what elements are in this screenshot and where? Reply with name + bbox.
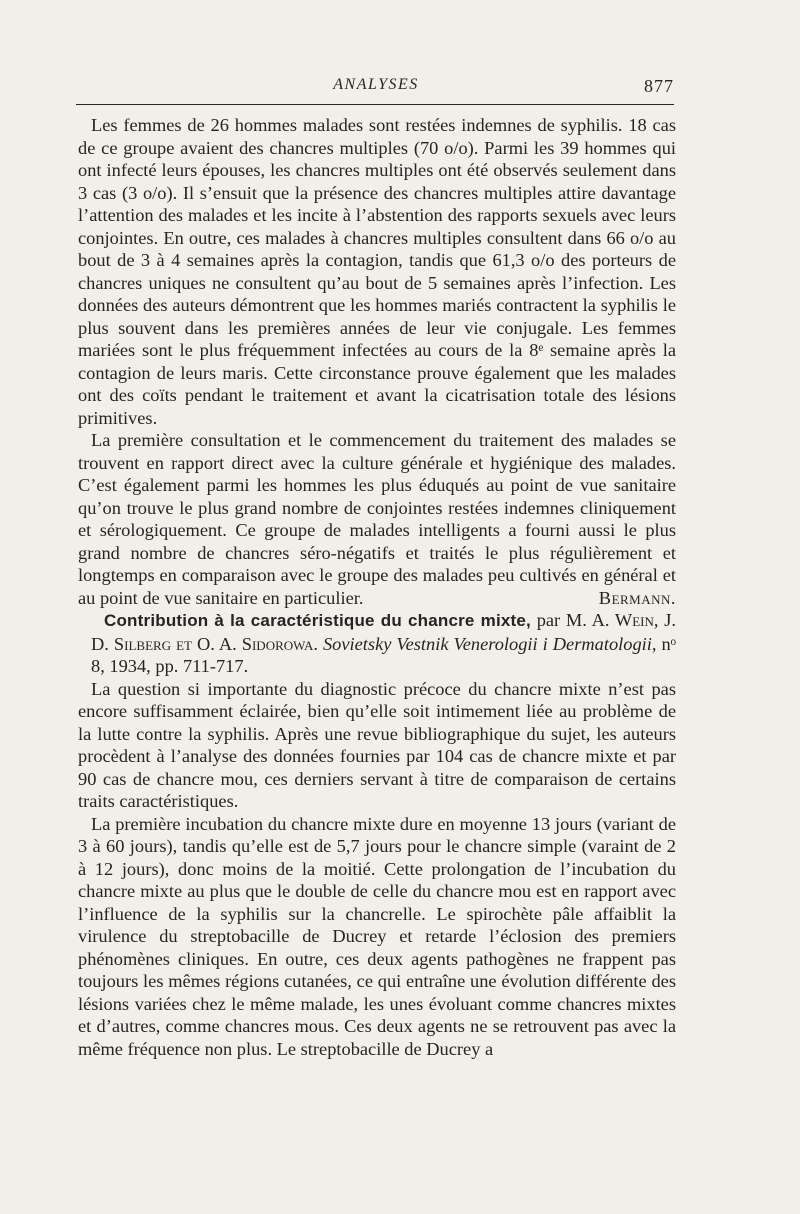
authors: M. A. Wein, — [565, 610, 659, 630]
review-signature: Bermann. — [598, 587, 676, 608]
paragraph — [78, 429, 676, 609]
journal-name: Sovietsky Vestnik Venerologii i Dermatologii, — [322, 633, 657, 654]
paragraph: Les femmes de 26 hommes malades sont restées indemnes de syphilis. 18 cas de ce groupe avaient des chancres multiples (70 o/o). Parmi les 39 hommes qui ont infecté leurs épouses, les chancres multiples ont été observés seulement dans 3 cas (3 o/o). Il s’ensuit que la présence des chancres multiples attire davantage l’attention des malades et les incite à l’abstention des rapports sexuels avec leurs conjointes. En outre, ces malades à chancres multiples consultent dans 66 o/o au bout de 3 à 4 semaines après la contagion, tandis que 61,3 o/o des porteurs de chancres uniques ne consultent qu’au bout de 5 semaines après l’infection. Les données des auteurs démontrent que les hommes mariés contractent la syphilis le plus souvent dans les premières années de leur vie conjugale. Les femmes mariées sont le plus fréquemment infectées au cours de la 8ᵉ semaine après la contagion de leurs maris. Cette circonstance prouve également que les malades ont des coïts pendant le traitement et avant la cicatrisation totale des lésions primitives. — [78, 115, 676, 428]
article-heading — [78, 609, 676, 678]
paragraph: La première incubation du chancre mixte dure en moyenne 13 jours (variant de 3 à 60 jours), tandis qu’elle est de 5,7 jours pour le chancre simple (varaint de 2 à 12 jours), donc moins de la moitié. Cette prolongation de l’incubation du chancre mixte au plus que le double de celle du chancre mou est en rapport avec l’influence de la syphilis sur la chancrelle. Le spirochète pâle affaiblit la virulence du streptobacille de Ducrey et retarde l’éclosion des premiers phénomènes cliniques. En outre, ces deux agents pathogènes ne frappent pas toujours les mêmes régions cutanées, ce qui entraîne une évolution différente des lésions variées chez le même malade, les unes évoluant comme chancres mixtes et d’autres, comme chancres mous. Ces deux agents ne se retrouvent pas avec la même fréquence non plus. Le streptobacille de Ducrey a — [78, 813, 676, 1059]
citation: nᵒ 8, 1934, pp. 711-717. — [91, 633, 676, 676]
header-rule — [76, 104, 674, 105]
paragraph-text: La première consultation et le commencement du traitement des malades se trouvent en rapport direct avec la culture générale et hygiénique des malades. C’est également parmi les hommes les plus éduqués au point de vue sanitaire qu’on trouve le plus grand nombre de conjointes restées indemnes cliniquement et sérologiquement. Ce groupe de malades intelligents a fourni aussi le plus grand nombre de chancres séro-négatifs et traités le plus régulièrement et longtemps en comparaison avec le groupe des malades peu cultivés en général et au point de vue sanitaire en particulier. — [78, 430, 676, 608]
running-header-title: ANALYSES — [333, 76, 419, 93]
paragraph: La question si importante du diagnostic précoce du chancre mixte n’est pas encore suffisamment éclairée, bien qu’elle soit intimement liée au problème de la lutte contre la syphilis. Après une revue bibliographique du sujet, les auteurs procèdent à l’analyse des données fournies par 104 cas de chancre mixte et par 90 cas de chancre mou, ces derniers servant à titre de comparaison de certains traits caractéristiques. — [78, 678, 676, 811]
page-number: 877 — [644, 76, 674, 96]
page-body — [78, 114, 676, 1060]
by-word: par — [536, 610, 561, 630]
article-title: Contribution à la caractéristique du chancre mixte, — [104, 611, 531, 630]
running-header — [78, 74, 674, 98]
authors: J. D. Silberg et O. A. Sidorowa. — [91, 610, 676, 654]
